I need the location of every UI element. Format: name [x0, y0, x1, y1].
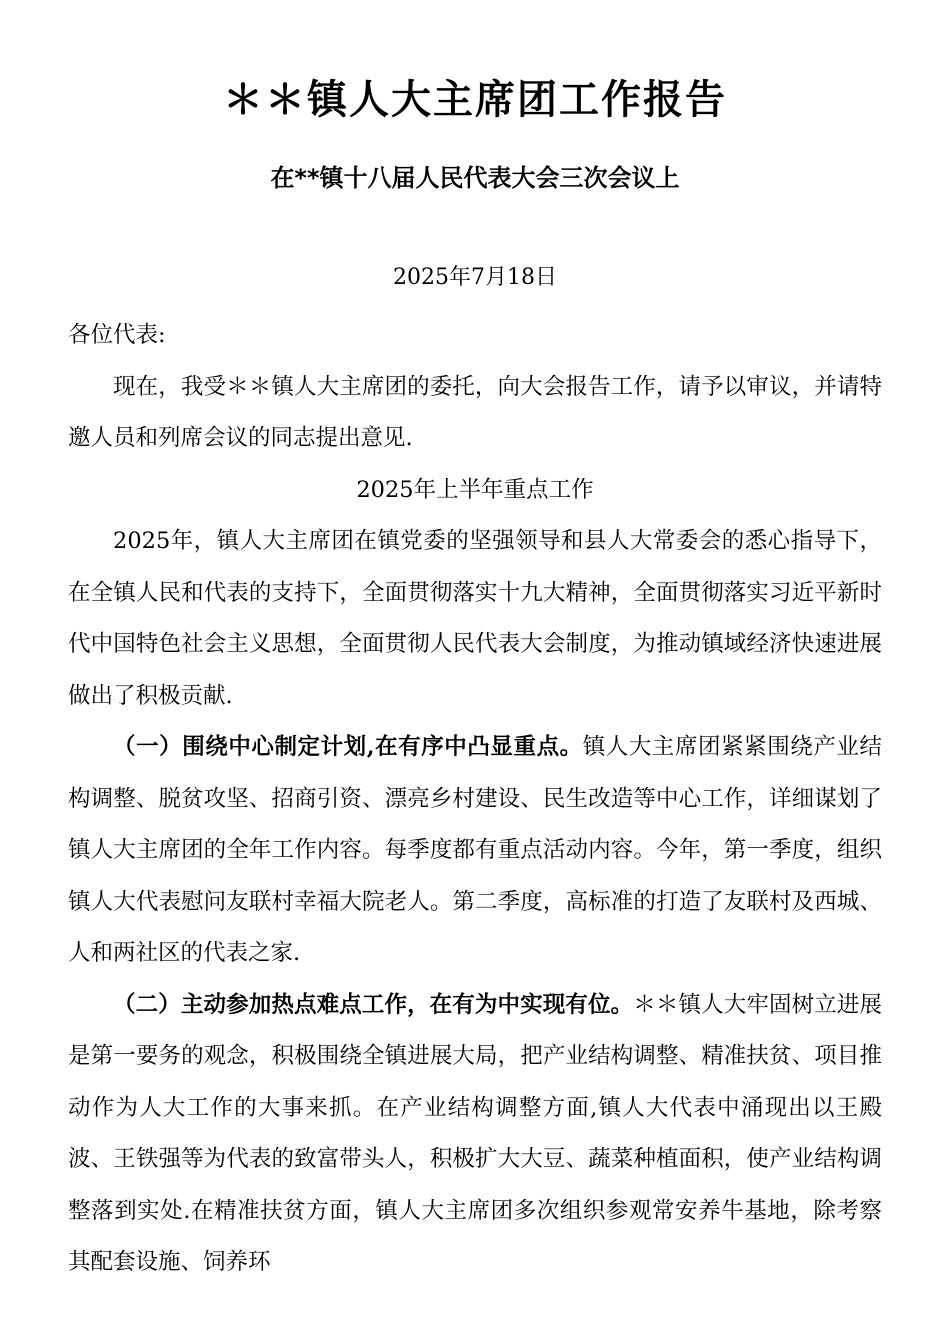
document-subtitle: 在**镇十八届人民代表大会三次会议上 [270, 164, 680, 192]
salutation: 各位代表: [68, 322, 166, 348]
item-1-heading: （一）围绕中心制定计划,在有序中凸显重点。 [113, 734, 583, 760]
paragraph-item-1 [68, 722, 882, 980]
item-1-text: 镇人大主席团紧紧围绕产业结构调整、脱贫攻坚、招商引资、漂亮乡村建设、民生改造等中心工作，详细谋划了镇人大主席团的全年工作内容。每季度都有重点活动内容。今年，第一季度，组织镇人大代表慰问友联村幸福大院老人。第二季度，高标准的打造了友联村及西城、人和两社区的代表之家. [68, 734, 882, 966]
item-2-heading: （二）主动参加热点难点工作，在有为中实现有位。 [113, 991, 634, 1018]
intro-paragraph: 现在，我受＊＊镇人大主席团的委托，向大会报告工作，请予以审议，并请特邀人员和列席会议的同志提出意见. [68, 373, 882, 451]
section-heading: 2025年上半年重点工作 [356, 476, 594, 503]
document-body [68, 310, 882, 1289]
document-title: ＊＊镇人大主席团工作报告 [223, 77, 727, 123]
document-date: 2025年7月18日 [393, 265, 557, 290]
paragraph-overview: 2025年，镇人大主席团在镇党委的坚强领导和县人大常委会的悉心指导下，在全镇人民和代表的支持下，全面贯彻落实十九大精神，全面贯彻落实习近平新时代中国特色社会主义思想，全面贯彻人民代表大会制度，为推动镇域经济快速进展做出了积极贡献. [68, 528, 882, 709]
item-2-text: ＊＊镇人大牢固树立进展是第一要务的观念，积极围绕全镇进展大局，把产业结构调整、精准扶贫、项目推动作为人大工作的大事来抓。在产业结构调整方面,镇人大代表中涌现出以王殿波、王铁强等为代表的致富带头人，积极扩大大豆、蔬菜种植面积，使产业结构调整落到实处.在精准扶贫方面，镇人大主席团多次组织参观常安养牛基地，除考察其配套设施、饲养环 [68, 991, 882, 1275]
paragraph-item-2 [68, 980, 882, 1289]
